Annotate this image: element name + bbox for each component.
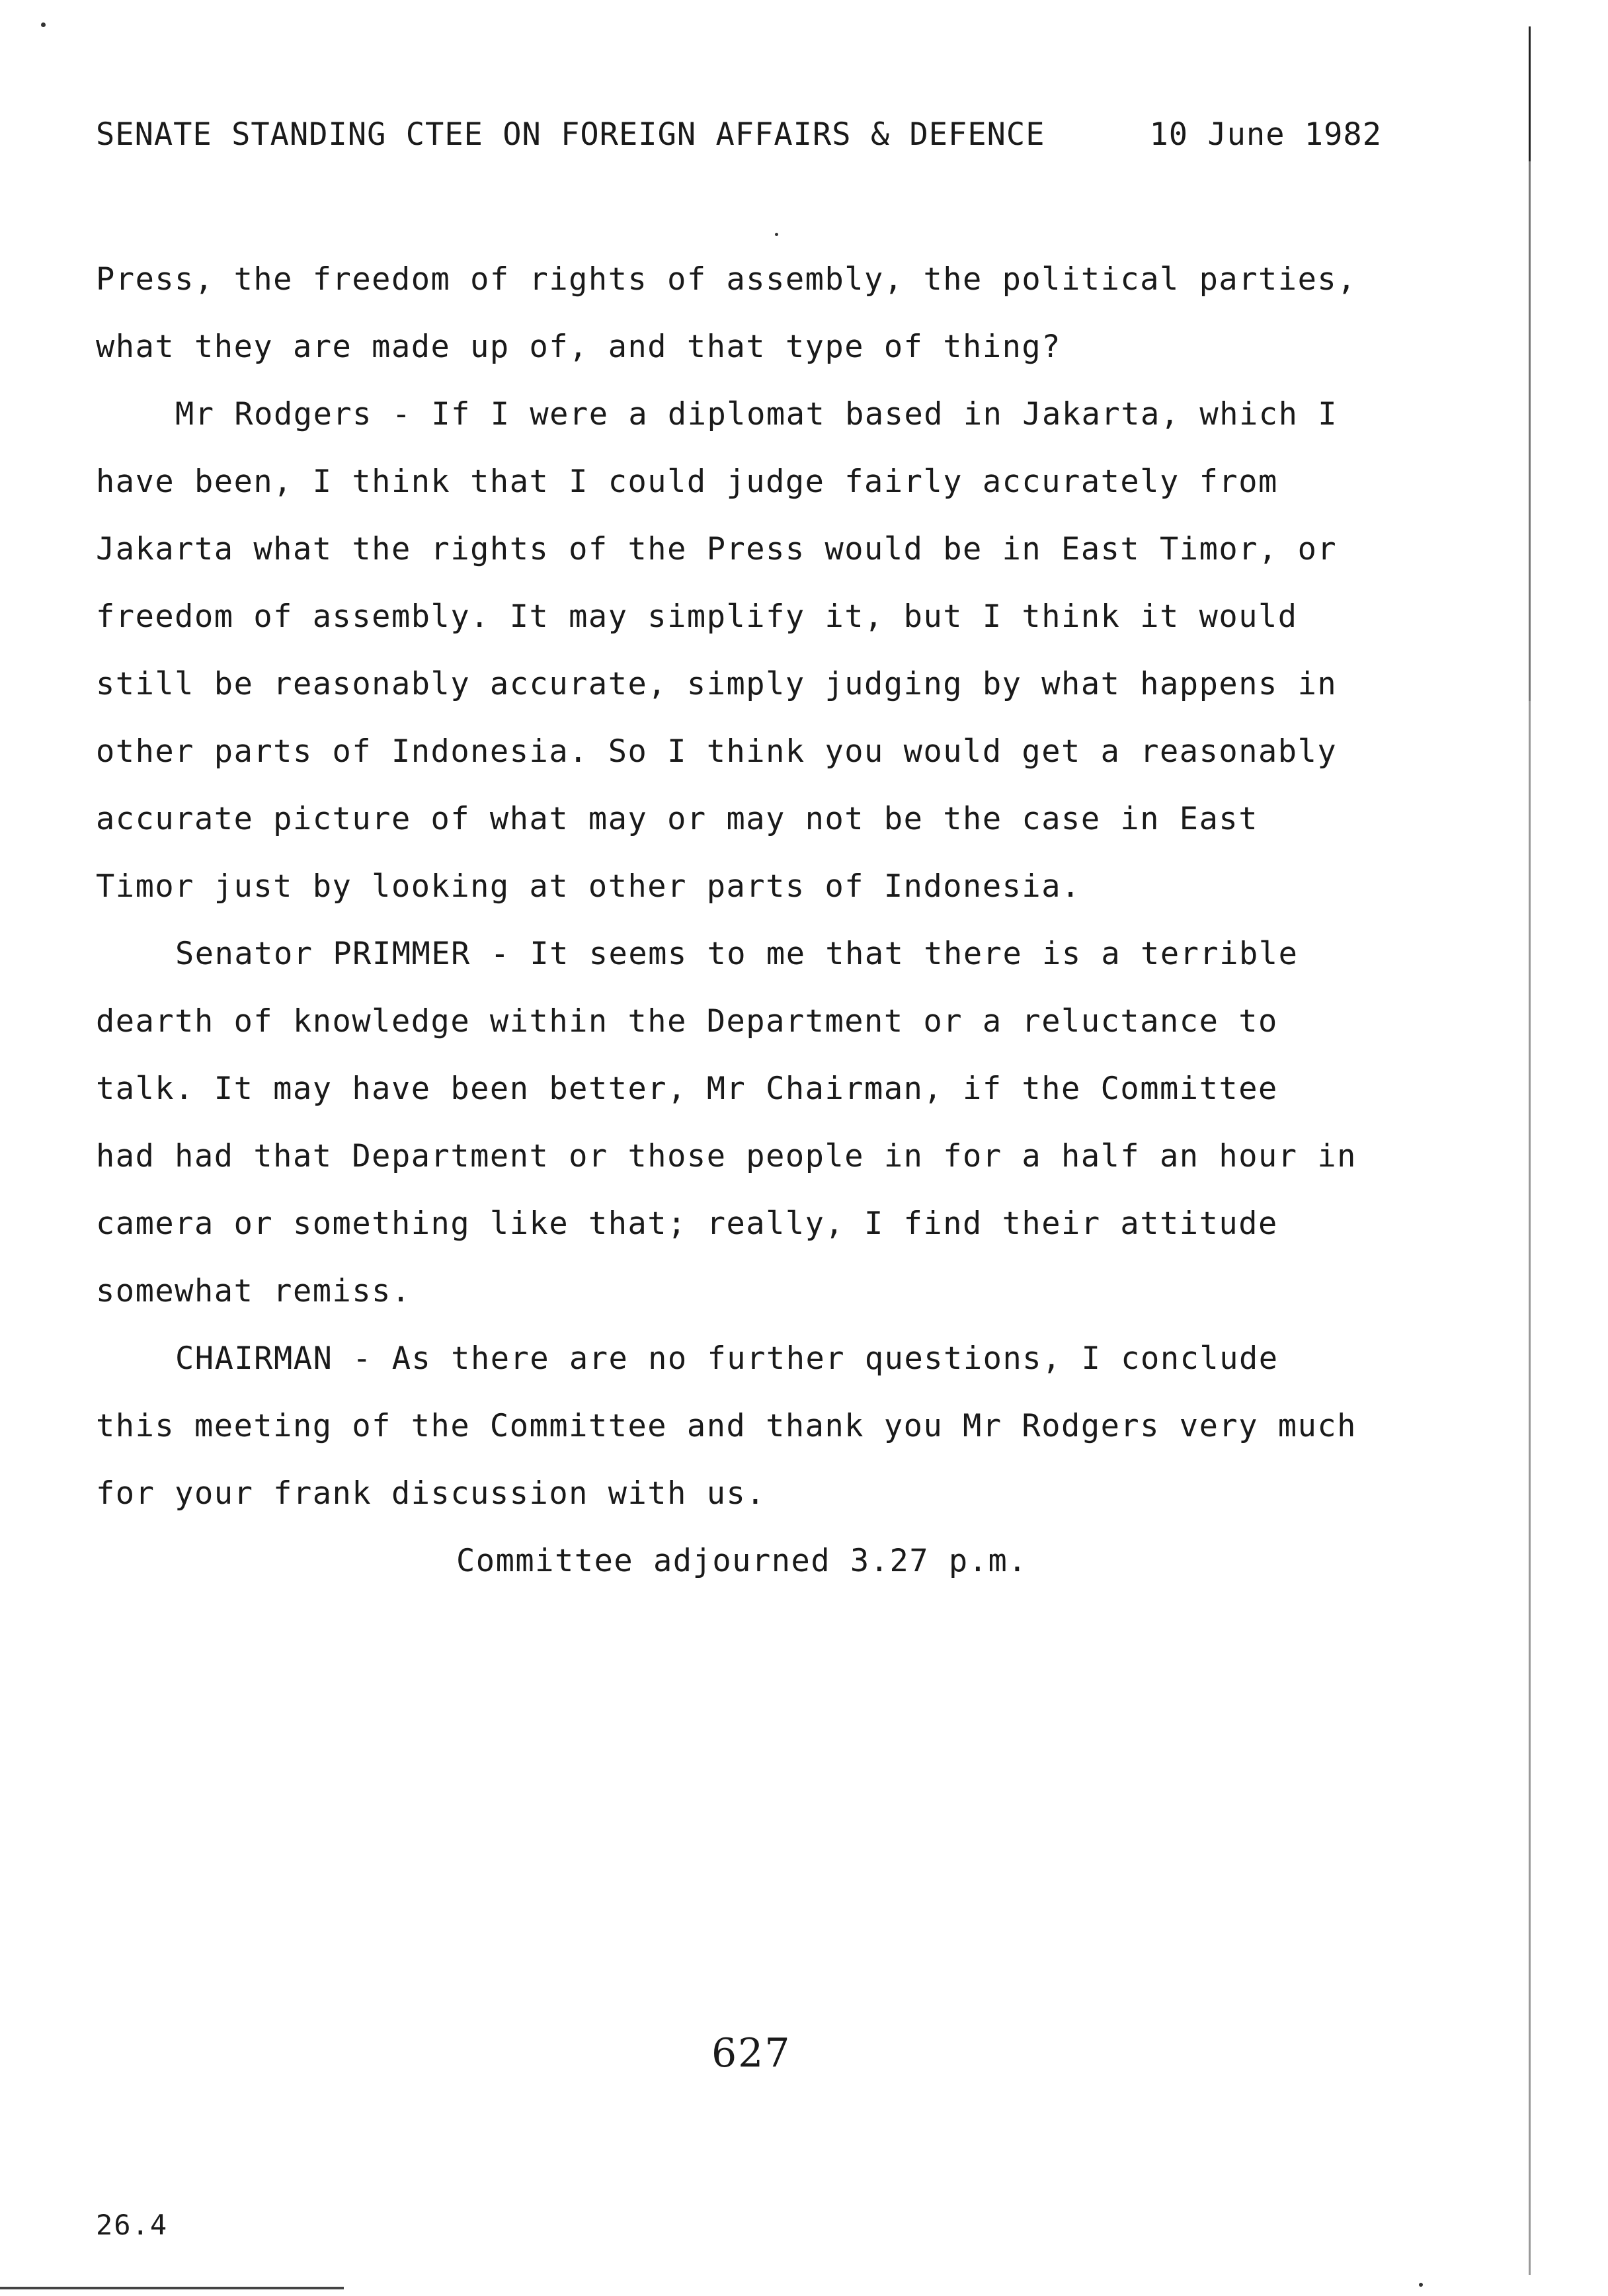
text-line: have been, I think that I could judge fairly accurately from — [96, 464, 1278, 500]
text-line: had had that Department or those people in for a half an hour in — [96, 1138, 1357, 1174]
page-header — [96, 116, 1382, 153]
text-line: freedom of assembly. It may simplify it, but I think it would — [96, 598, 1298, 635]
text-line: somewhat remiss. — [96, 1273, 411, 1309]
text-line: Press, the freedom of rights of assembly, the political parties, — [96, 261, 1357, 298]
speaker-paragraph-start: Senator PRIMMER - It seems to me that there is a terrible — [175, 936, 1299, 972]
text-line: for your frank discussion with us. — [96, 1475, 766, 1512]
scan-speck — [775, 233, 778, 236]
adjournment-note: Committee adjourned 3.27 p.m. — [456, 1543, 1028, 1579]
document-code: 26.4 — [96, 2209, 169, 2241]
text-line: this meeting of the Committee and thank you Mr Rodgers very much — [96, 1408, 1357, 1444]
text-line: camera or something like that; really, I find their attitude — [96, 1206, 1278, 1242]
header-date: 10 June 1982 — [1149, 116, 1382, 153]
scan-speck — [41, 22, 46, 27]
text-line: what they are made up of, and that type of thing? — [96, 329, 1062, 365]
scan-speck — [1419, 2283, 1423, 2287]
text-line: other parts of Indonesia. So I think you would get a reasonably — [96, 733, 1338, 770]
text-line: Timor just by looking at other parts of Indonesia. — [96, 868, 1081, 905]
text-line: Jakarta what the rights of the Press would be in East Timor, or — [96, 531, 1338, 567]
header-title: SENATE STANDING CTEE ON FOREIGN AFFAIRS & DEFENCE — [96, 116, 1045, 153]
transcript-body — [96, 246, 1418, 1595]
scan-edge-line — [1529, 26, 1531, 2275]
speaker-paragraph-start: Mr Rodgers - If I were a diplomat based in Jakarta, which I — [175, 396, 1338, 432]
text-line: talk. It may have been better, Mr Chairman, if the Committee — [96, 1071, 1278, 1107]
speaker-paragraph-start: CHAIRMAN - As there are no further questions, I conclude — [175, 1340, 1279, 1377]
scan-bottom-edge — [0, 2287, 344, 2289]
text-line: accurate picture of what may or may not be the case in East — [96, 801, 1258, 837]
page-number: 627 — [711, 2030, 791, 2076]
text-line: dearth of knowledge within the Department or a reluctance to — [96, 1003, 1278, 1040]
text-line: still be reasonably accurate, simply judging by what happens in — [96, 666, 1338, 702]
